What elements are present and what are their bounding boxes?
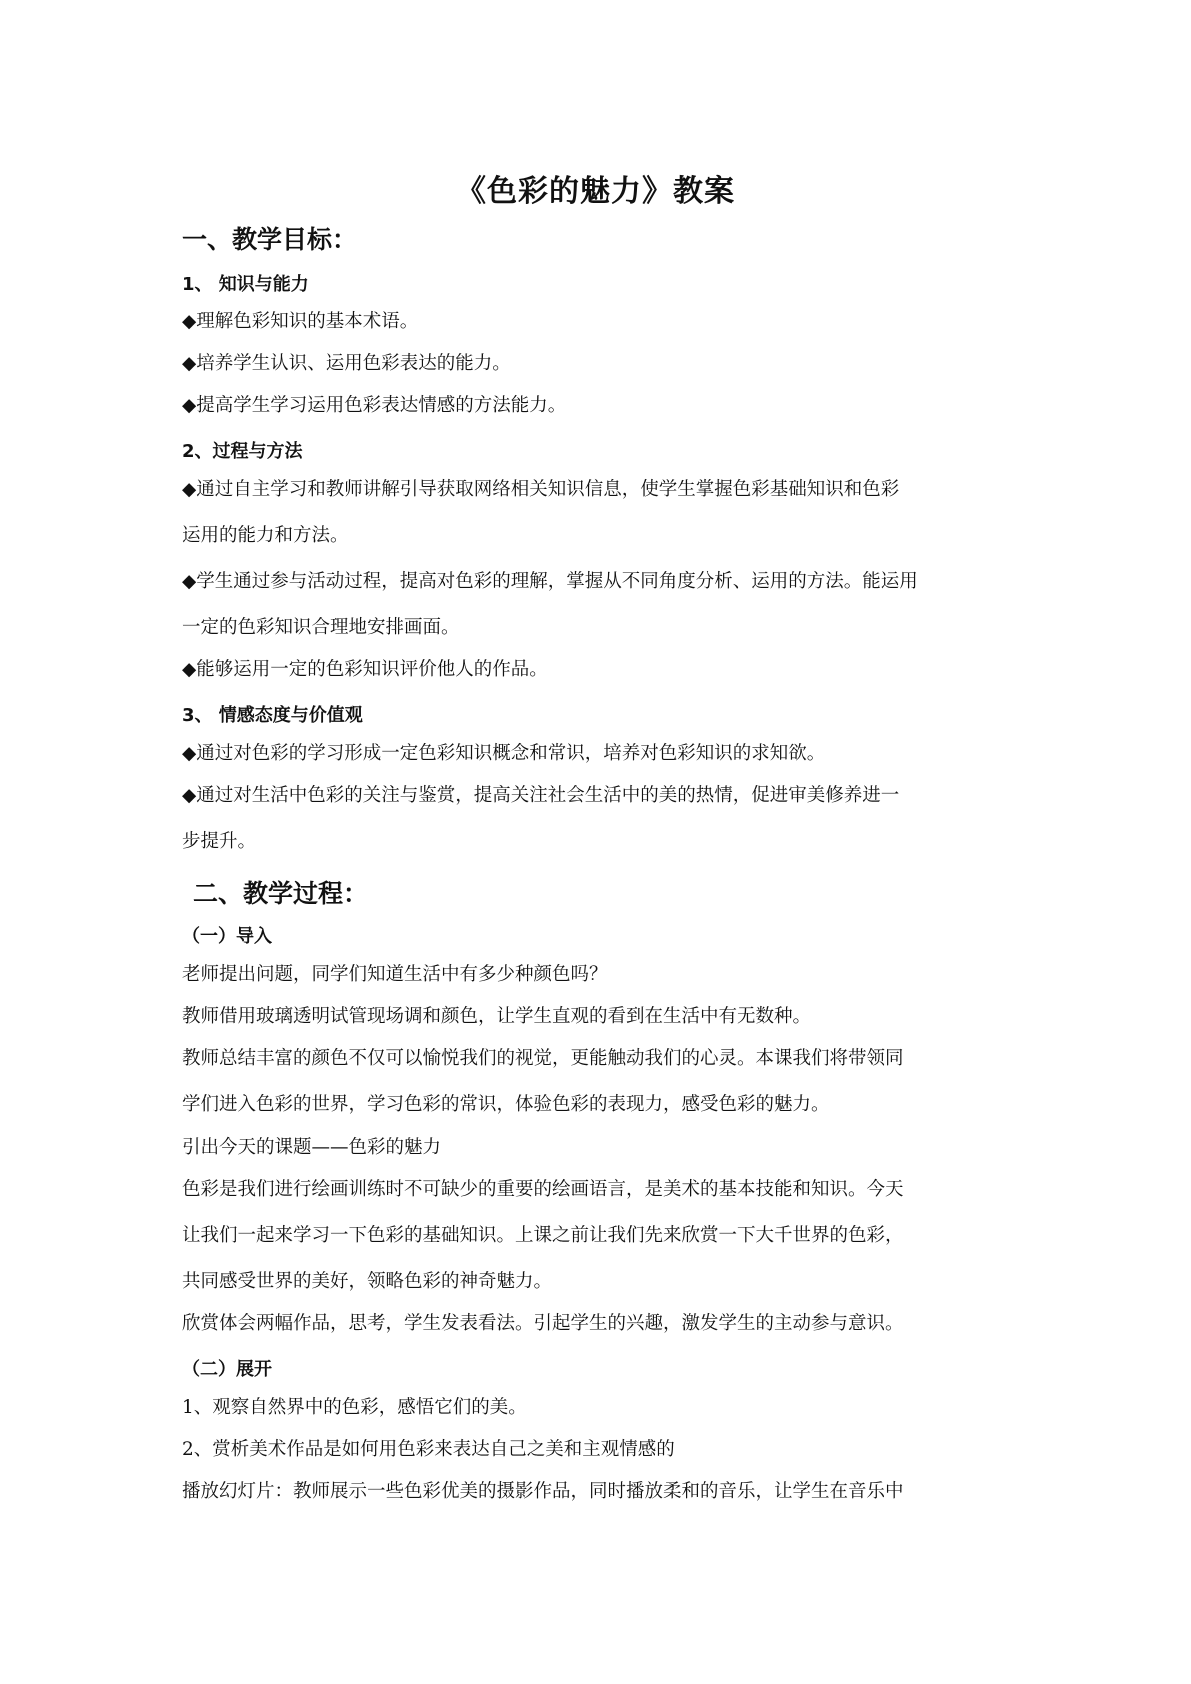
- text-line: ◆理解色彩知识的基本术语。: [182, 311, 419, 332]
- text-line: 共同感受世界的美好，领略色彩的神奇魅力。: [182, 1271, 553, 1292]
- document-title: 《色彩的魅力》教案: [456, 174, 735, 209]
- text-line: 一定的色彩知识合理地安排画面。: [182, 617, 460, 638]
- text-line: 让我们一起来学习一下色彩的基础知识。上课之前让我们先来欣赏一下大千世界的色彩，: [182, 1225, 904, 1246]
- text-line: 色彩是我们进行绘画训练时不可缺少的重要的绘画语言，是美术的基本技能和知识。今天: [182, 1179, 904, 1200]
- subheading-knowledge-ability: 1、 知识与能力: [182, 274, 309, 295]
- text-line: ◆能够运用一定的色彩知识评价他人的作品。: [182, 659, 548, 680]
- text-line: ◆培养学生认识、运用色彩表达的能力。: [182, 353, 511, 374]
- text-line: 学们进入色彩的世界，学习色彩的常识，体验色彩的表现力，感受色彩的魅力。: [182, 1094, 830, 1115]
- text-line: 教师总结丰富的颜色不仅可以愉悦我们的视觉，更能触动我们的心灵。本课我们将带领同: [182, 1048, 904, 1069]
- text-line: ◆通过自主学习和教师讲解引导获取网络相关知识信息，使学生掌握色彩基础知识和色彩: [182, 479, 900, 500]
- text-line: 教师借用玻璃透明试管现场调和颜色，让学生直观的看到在生活中有无数种。: [182, 1006, 812, 1027]
- text-line: 播放幻灯片：教师展示一些色彩优美的摄影作品，同时播放柔和的音乐，让学生在音乐中: [182, 1481, 904, 1502]
- text-line: 运用的能力和方法。: [182, 525, 349, 546]
- text-line: ◆通过对色彩的学习形成一定色彩知识概念和常识，培养对色彩知识的求知欲。: [182, 743, 826, 764]
- text-line: ◆提高学生学习运用色彩表达情感的方法能力。: [182, 395, 567, 416]
- text-line: 1、观察自然界中的色彩，感悟它们的美。: [182, 1397, 527, 1418]
- text-line: 欣赏体会两幅作品，思考，学生发表看法。引起学生的兴趣，激发学生的主动参与意识。: [182, 1313, 904, 1334]
- subheading-introduction: （一）导入: [182, 926, 272, 947]
- text-line: 老师提出问题，同学们知道生活中有多少种颜色吗？: [182, 964, 608, 985]
- subheading-emotion-attitude: 3、 情感态度与价值观: [182, 705, 363, 726]
- subheading-development: （二）展开: [182, 1359, 272, 1380]
- text-line: ◆通过对生活中色彩的关注与鉴赏，提高关注社会生活中的美的热情，促进审美修养进一: [182, 785, 900, 806]
- text-line: 步提升。: [182, 831, 257, 852]
- text-line: 引出今天的课题——色彩的魅力: [182, 1137, 442, 1158]
- section-heading-process: 二、教学过程：: [193, 879, 369, 908]
- text-line: ◆学生通过参与活动过程，提高对色彩的理解，掌握从不同角度分析、运用的方法。能运用: [182, 571, 918, 592]
- subheading-process-method: 2、过程与方法: [182, 441, 303, 462]
- text-line: 2、赏析美术作品是如何用色彩来表达自己之美和主观情感的: [182, 1439, 675, 1460]
- section-heading-objectives: 一、教学目标：: [182, 225, 358, 254]
